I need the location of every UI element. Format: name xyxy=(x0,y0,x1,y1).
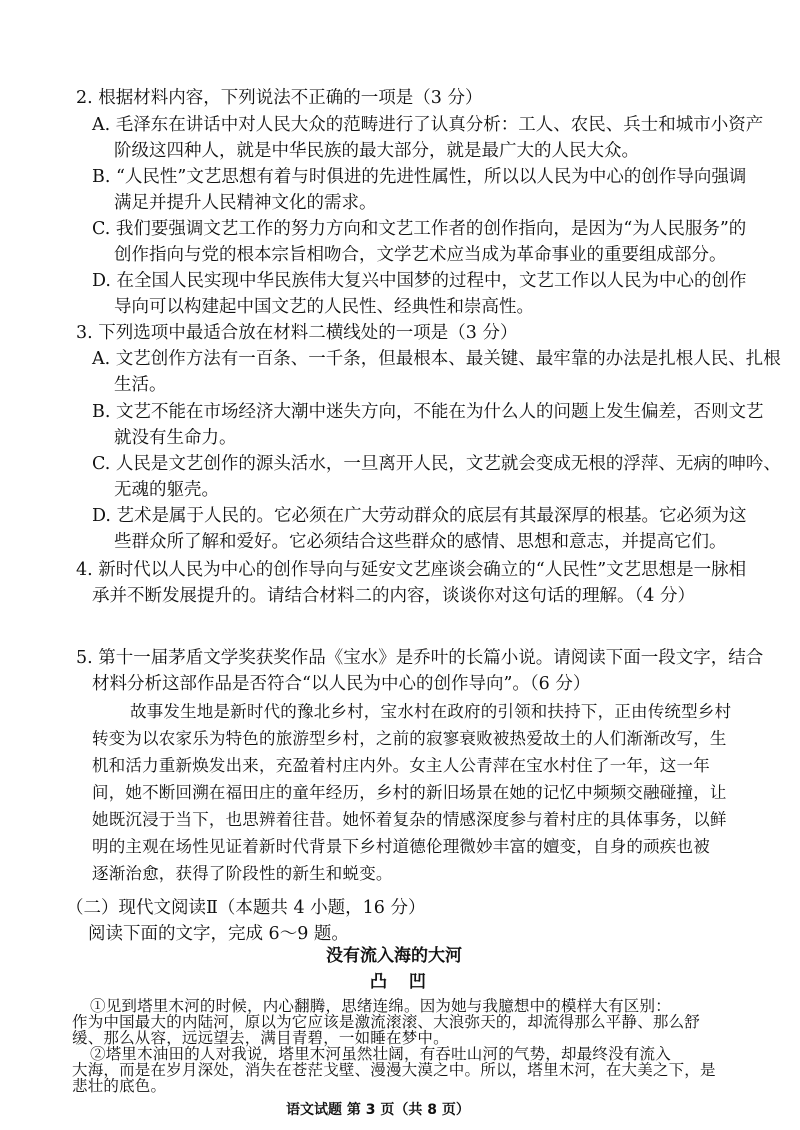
q2-option-c-cont: 创作指向与党的根本宗旨相吻合，文学艺术应当成为革命事业的重要组成部分。 xyxy=(114,245,727,265)
article-paragraph-line: ①见到塔里木河的时候，内心翻腾，思绪连绵。因为她与我臆想中的模样大有区别： xyxy=(90,997,671,1015)
q5-passage-line: 逐渐治愈，获得了阶段性的新生和蜕变。 xyxy=(92,864,393,883)
q4-stem: 4. 新时代以人民为中心的创作导向与延安文艺座谈会确立的“人民性”文艺思想是一脉相 xyxy=(76,560,747,580)
article-author: 凸 凹 xyxy=(370,972,434,992)
article-paragraph-line: 大海，而是在岁月深处，消失在苍茫戈壁、漫漫大漠之中。所以，塔里木河，在大美之下，是 xyxy=(72,1061,716,1079)
q5-passage-line: 明的主观在场性见证着新时代背景下乡村道德伦理微妙丰富的嬗变，自身的顽疾也被 xyxy=(92,837,710,856)
q2-option-a-cont: 阶级这四种人，就是中华民族的最大部分，就是最广大的人民大众。 xyxy=(114,141,639,161)
q3-option-b-cont: 就没有生命力。 xyxy=(114,428,237,448)
page-footer: 语文试题 第 3 页（共 8 页） xyxy=(286,1102,470,1118)
article-paragraph-line: 作为中国最大的内陆河，原以为它应该是激流滚滚、大浪弥天的，却流得那么平静、那么舒 xyxy=(72,1013,701,1031)
q3-option-c: C. 人民是文艺创作的源头活水，一旦离开人民，文艺就会变成无根的浮萍、无病的呻吟、 xyxy=(92,454,781,474)
q2-option-a: A. 毛泽东在讲话中对人民大众的范畴进行了认真分析：工人、农民、兵士和城市小资产 xyxy=(92,115,764,135)
section-heading: （二）现代文阅读Ⅱ（本题共 4 小题，16 分） xyxy=(66,898,426,918)
q3-option-a-cont: 生活。 xyxy=(114,375,167,395)
q3-stem: 3. 下列选项中最适合放在材料二横线处的一项是（3 分） xyxy=(76,323,518,343)
q5-passage-line: 她既沉浸于当下，也思辨着往昔。她怀着复杂的情感深度参与着村庄的具体事务，以鲜 xyxy=(92,810,727,829)
q5-passage-line: 转变为以农家乐为特色的旅游型乡村，之前的寂寥衰败被热爱故土的人们渐渐改写，生 xyxy=(92,729,727,748)
q2-option-d-cont: 导向可以构建起中国文艺的人民性、经典性和崇高性。 xyxy=(114,297,534,317)
article-title: 没有流入海的大河 xyxy=(326,946,462,966)
section-instruction: 阅读下面的文字，完成 6～9 题。 xyxy=(88,924,349,944)
q5-stem-cont: 材料分析这部作品是否符合“以人民为中心的创作导向”。（6 分） xyxy=(92,674,591,694)
article-paragraph-line: 缓、那么从容，远远望去，满目青碧，一如睡在梦中。 xyxy=(72,1029,449,1047)
q3-option-d: D. 艺术是属于人民的。它必须在广大劳动群众的底层有其最深厚的根基。它必须为这 xyxy=(92,506,747,526)
q3-option-c-cont: 无魂的躯壳。 xyxy=(114,480,219,500)
q2-stem: 2. 根据材料内容，下列说法不正确的一项是（3 分） xyxy=(76,88,483,108)
q4-stem-cont: 承并不断发展提升的。请结合材料二的内容，谈谈你对这句话的理解。（4 分） xyxy=(92,586,695,606)
q3-option-d-cont: 些群众所了解和爱好。它必须结合这些群众的感情、思想和意志，并提高它们。 xyxy=(114,532,727,552)
q2-option-c: C. 我们要强调文艺工作的努力方向和文艺工作者的创作指向，是因为“为人民服务”的 xyxy=(92,219,747,239)
article-paragraph-line: ②塔里木油田的人对我说，塔里木河虽然壮阔，有吞吐山河的气势，却最终没有流入 xyxy=(90,1045,671,1063)
q5-passage-line: 故事发生地是新时代的豫北乡村，宝水村在政府的引领和扶持下，正由传统型乡村 xyxy=(130,702,732,721)
q5-stem: 5. 第十一届茅盾文学奖获奖作品《宝水》是乔叶的长篇小说。请阅读下面一段文字，结合 xyxy=(76,648,764,668)
q3-option-a: A. 文艺创作方法有一百条、一千条，但最根本、最关键、最牢靠的办法是扎根人民、扎根 xyxy=(92,349,781,369)
q2-option-d: D. 在全国人民实现中华民族伟大复兴中国梦的过程中，文艺工作以人民为中心的创作 xyxy=(92,271,747,291)
q3-option-b: B. 文艺不能在市场经济大潮中迷失方向，不能在为什么人的问题上发生偏差，否则文艺 xyxy=(92,402,764,422)
q5-passage-line: 机和活力重新焕发出来，充盈着村庄内外。女主人公青萍在宝水村住了一年，这一年 xyxy=(92,756,710,775)
q2-option-b: B. “人民性”文艺思想有着与时俱进的先进性属性，所以以人民为中心的创作导向强调 xyxy=(92,167,747,187)
q2-option-b-cont: 满足并提升人民精神文化的需求。 xyxy=(114,193,377,213)
q5-passage-line: 间，她不断回溯在福田庄的童年经历，乡村的新旧场景在她的记忆中频频交融碰撞，让 xyxy=(92,783,727,802)
article-paragraph-line: 悲壮的底色。 xyxy=(72,1077,167,1095)
